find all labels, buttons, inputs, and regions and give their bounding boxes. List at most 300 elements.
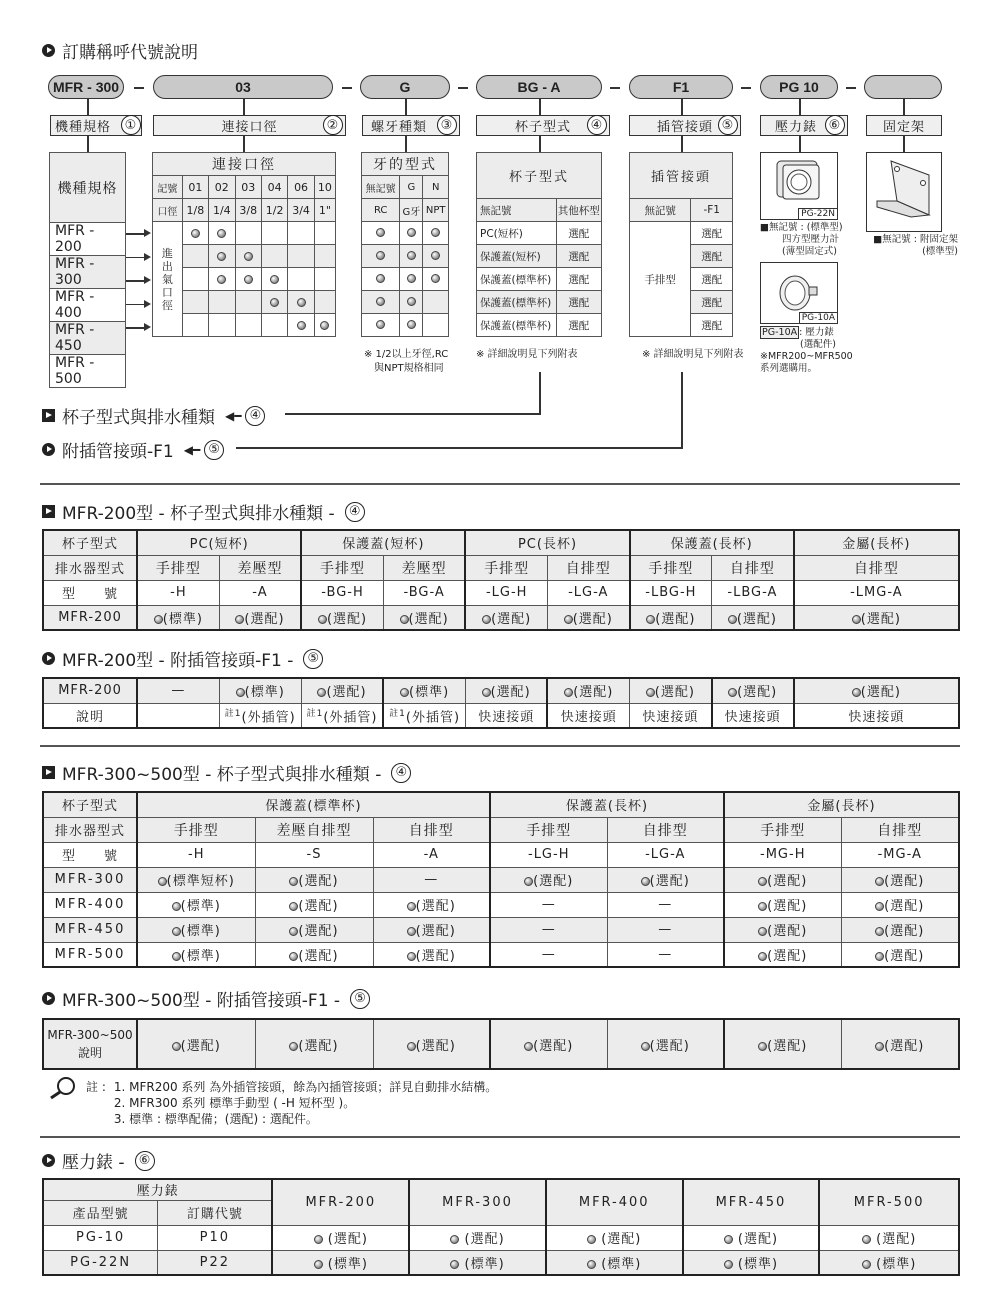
number-5-icon: ⑤ (718, 115, 738, 135)
table-cell: 記號 (153, 176, 183, 199)
gauge-pg22n-image: PG-22N (760, 152, 838, 220)
option-dot-icon (641, 877, 650, 886)
option-dot-icon (431, 274, 440, 283)
option-dot-icon (450, 1235, 459, 1244)
number-5-icon: ⑤ (350, 989, 370, 1009)
table-cell: (選配) (137, 1019, 255, 1069)
table-cell: 1" (314, 199, 335, 222)
play-circle-icon (42, 1154, 55, 1167)
table-cell: 金屬(長杯) (724, 792, 959, 817)
table-cell: MFR-450 (43, 917, 137, 942)
table-row (477, 245, 602, 268)
code-pill-port: 03 (153, 75, 333, 99)
model-row: MFR - 450 (50, 322, 126, 355)
table-cell: (標準) (383, 678, 465, 703)
table-cell: -H (137, 842, 255, 867)
table-cell: — (137, 678, 219, 703)
table-cell: 自排型 (794, 555, 959, 580)
table-cell: (選配) (373, 942, 490, 967)
table-row (43, 917, 959, 942)
table-cell: (選配) (841, 917, 959, 942)
table-cell: 3/8 (235, 199, 261, 222)
option-dot-icon (646, 688, 655, 697)
model-row: MFR - 300 (50, 256, 126, 289)
option-dot-icon (407, 1042, 416, 1051)
number-5-icon: ⑤ (303, 649, 323, 669)
side-label: 手排型 (630, 222, 691, 337)
option-dot-icon (154, 615, 163, 624)
fitting-note: ※ 詳細說明見下列附表 (642, 349, 744, 360)
arrow-right-icon (144, 276, 151, 284)
table-cell: (選配) (373, 917, 490, 942)
section-mfr200-fit-title: MFR-200型 - 附插管接頭-F1 - ⑤ (42, 646, 323, 671)
table-row (43, 703, 959, 728)
table-row (362, 291, 449, 314)
option-dot-icon (407, 927, 416, 936)
note-item: 1. MFR200 系列 為外插管接頭，餘為內插管接頭；詳見自動排水結構。 (113, 1080, 498, 1094)
table-cell: PG-10 (43, 1225, 158, 1250)
table-cell: (選配) (301, 605, 383, 630)
model-row: MFR - 500 (50, 355, 126, 388)
table-row (43, 1019, 959, 1069)
option-dot-icon (376, 297, 385, 306)
table-cell: (選配) (383, 605, 465, 630)
table-cell (423, 291, 449, 314)
table-cell: (選配) (712, 605, 794, 630)
mfr200-cup-table (42, 529, 960, 631)
table-row (362, 245, 449, 268)
table-cell: -LG-A (547, 580, 629, 605)
link-fitting[interactable]: 附插管接頭-F1 ◀━ ⑤ (42, 437, 224, 462)
table-cell: -H (137, 580, 219, 605)
option-dot-icon (758, 927, 767, 936)
section-mfr200-cup-title: MFR-200型 - 杯子型式與排水種類 - ④ (42, 499, 365, 524)
table-cell (182, 245, 208, 268)
option-dot-icon (297, 298, 306, 307)
label-cup-type: 杯子型式 ④ (476, 115, 610, 136)
cup-type-table: 杯子型式 無記號 其他杯型 PC(短杯) 選配 保護蓋(短杯) 選配 保護蓋(標準杯) 選配 保護蓋(標準杯) 選配 保護蓋(標準杯) 選配 (476, 152, 602, 337)
table-cell: PG-22N (43, 1250, 158, 1275)
table-cell: 選配 (691, 268, 733, 291)
option-dot-icon (400, 615, 409, 624)
option-dot-icon (407, 274, 416, 283)
table-cell: $^{註1}$(外插管) (301, 703, 383, 728)
option-dot-icon (758, 952, 767, 961)
table-cell: NPT (423, 199, 449, 222)
label-thread-type: 螺牙種類 ③ (362, 115, 460, 136)
table-row (43, 605, 959, 630)
code-pill-cup: BG - A (476, 75, 602, 99)
option-dot-icon (724, 1235, 733, 1244)
table-cell: (選配) (630, 678, 712, 703)
table-cell: 手排型 (137, 555, 219, 580)
table-cell: MFR-500 (43, 942, 137, 967)
mfr200-fitting-table (42, 677, 960, 729)
table-cell: 產品型號 (43, 1200, 158, 1225)
table-cell: (標準) (137, 917, 255, 942)
table-cell: (選配) (465, 678, 547, 703)
table-cell: 手排型 (465, 555, 547, 580)
footnote-marker: 註1 (224, 708, 242, 719)
option-dot-icon (875, 902, 884, 911)
footnote-marker: 註1 (389, 708, 406, 719)
table-cell (314, 222, 335, 245)
table-cell (362, 222, 400, 245)
row-label: 說明 (77, 1046, 102, 1060)
table-cell (235, 268, 261, 291)
table-cell: 金屬(長杯) (794, 530, 959, 555)
table-cell: — (607, 942, 724, 967)
separator-dash (846, 87, 856, 89)
table-cell: -MG-A (841, 842, 959, 867)
table-cell (137, 703, 219, 728)
table-cell: — (607, 892, 724, 917)
table-row (43, 867, 959, 892)
table-cell: (選配) (373, 892, 490, 917)
table-cell: 快速接頭 (465, 703, 547, 728)
option-dot-icon (217, 229, 226, 238)
table-cell: MFR-200 (43, 678, 137, 703)
table-cell: 差壓型 (219, 555, 301, 580)
thread-title: 牙的型式 (362, 153, 449, 176)
play-circle-icon (42, 44, 55, 57)
table-row (43, 1179, 959, 1200)
table-cell (43, 1019, 137, 1069)
table-cell: 保護蓋(長杯) (490, 792, 724, 817)
table-cell (261, 314, 287, 337)
option-dot-icon (407, 320, 416, 329)
option-dot-icon (482, 615, 491, 624)
table-cell: 自排型 (373, 817, 490, 842)
table-cell (314, 245, 335, 268)
table-cell: 快速接頭 (794, 703, 959, 728)
table-cell: 自排型 (841, 817, 959, 842)
option-dot-icon (317, 688, 326, 697)
table-cell: 選配 (556, 314, 601, 337)
label-model-spec: 機種規格 ① (50, 115, 142, 136)
mfr300-fitting-table (42, 1018, 960, 1070)
table-cell: G (400, 176, 423, 199)
table-cell: 04 (261, 176, 287, 199)
table-cell: 杯子型式 (43, 530, 137, 555)
table-cell: 保護蓋(標準杯) (477, 314, 557, 337)
section-gauge-title: 壓力錶 - ⑥ (42, 1148, 155, 1173)
table-cell: 選配 (691, 314, 733, 337)
bracket-desc: ■無記號 : 附固定架 (標準型) (873, 234, 958, 257)
number-4-icon: ④ (345, 502, 365, 522)
table-cell: (選配) (255, 892, 373, 917)
table-cell: (選配) (607, 867, 724, 892)
number-4-icon: ④ (587, 115, 607, 135)
table-cell: (標準短杯) (137, 867, 255, 892)
separator-dash (134, 87, 144, 89)
separator-dash (458, 87, 468, 89)
table-cell: — (373, 867, 490, 892)
option-dot-icon (158, 877, 167, 886)
divider (40, 483, 960, 485)
option-dot-icon (172, 1042, 181, 1051)
number-6-icon: ⑥ (135, 1151, 155, 1171)
table-cell (400, 268, 423, 291)
table-cell: (標準) (137, 605, 219, 630)
table-cell: — (490, 917, 607, 942)
label-gauge: 壓力錶 ⑥ (760, 115, 848, 136)
option-dot-icon (314, 1235, 323, 1244)
table-row (43, 530, 959, 555)
table-cell: -LMG-A (794, 580, 959, 605)
table-cell: (選配) (841, 867, 959, 892)
label-port-size: 連接口徑 ② (153, 115, 346, 136)
table-cell (182, 291, 208, 314)
magnifier-icon (48, 1076, 78, 1104)
option-dot-icon (289, 902, 298, 911)
option-dot-icon (728, 615, 737, 624)
arrow-left-icon: ◀━ (183, 442, 201, 457)
option-dot-icon (875, 877, 884, 886)
thread-type-table (361, 152, 449, 337)
table-cell: MFR-200 (272, 1179, 409, 1225)
option-dot-icon (376, 251, 385, 260)
table-row (153, 222, 336, 245)
note-item: 2. MFR300 系列 標準手動型 ( -H 短杯型 )。 (113, 1096, 356, 1110)
fitting-table: 插管接頭 無記號 -F1 手排型 選配 選配 選配 選配 選配 (629, 152, 733, 337)
option-dot-icon (172, 952, 181, 961)
table-row (477, 314, 602, 337)
table-cell: 型 號 (43, 580, 137, 605)
gauge-pg10a-image: PG-10A (760, 262, 838, 324)
option-dot-icon (217, 275, 226, 284)
table-cell: G牙 (400, 199, 423, 222)
table-cell: (選配) (683, 1225, 820, 1250)
option-dot-icon (450, 1260, 459, 1269)
option-dot-icon (758, 902, 767, 911)
option-dot-icon (852, 615, 861, 624)
option-dot-icon (587, 1235, 596, 1244)
table-cell (182, 314, 208, 337)
table-cell: 自排型 (607, 817, 724, 842)
table-cell: 無記號 (362, 176, 400, 199)
table-cell: -LG-H (465, 580, 547, 605)
table-cell: MFR-500 (819, 1179, 959, 1225)
arrow-line (126, 280, 146, 282)
number-5-icon: ⑤ (204, 440, 224, 460)
table-cell: (選配) (373, 1019, 490, 1069)
option-dot-icon (862, 1260, 871, 1269)
play-circle-icon (42, 652, 55, 665)
table-cell (288, 245, 314, 268)
table-cell: RC (362, 199, 400, 222)
table-cell: (選配) (607, 1019, 724, 1069)
mfr300-cup-table (42, 791, 960, 968)
option-dot-icon (564, 688, 573, 697)
table-cell: -A (219, 580, 301, 605)
option-dot-icon (191, 229, 200, 238)
gauge-pg22n-desc: ■無記號 : (標準型) 四方型壓力計 (薄型固定式) (760, 222, 843, 257)
option-dot-icon (431, 228, 440, 237)
table-cell: 手排型 (724, 817, 841, 842)
table-cell: 手排型 (301, 555, 383, 580)
table-row (477, 268, 602, 291)
table-cell (362, 291, 400, 314)
table-cell: 保護蓋(短杯) (477, 245, 557, 268)
table-cell: 型 號 (43, 842, 137, 867)
table-cell (400, 291, 423, 314)
option-dot-icon (400, 688, 409, 697)
arrow-line (126, 233, 146, 235)
table-row (43, 817, 959, 842)
option-dot-icon (875, 952, 884, 961)
table-cell: (選配) (794, 605, 959, 630)
option-dot-icon (646, 615, 655, 624)
table-cell: (選配) (724, 1019, 841, 1069)
table-cell (261, 268, 287, 291)
option-dot-icon (862, 1235, 871, 1244)
table-cell (362, 245, 400, 268)
table-cell: (選配) (272, 1225, 409, 1250)
label-bracket: 固定架 (866, 115, 942, 136)
option-dot-icon (297, 321, 306, 330)
arrow-line (126, 304, 146, 306)
arrow-right-icon (144, 253, 151, 261)
table-cell: (標準) (683, 1250, 820, 1275)
table-cell: (標準) (137, 942, 255, 967)
table-cell: MFR-450 (683, 1179, 820, 1225)
option-dot-icon (217, 252, 226, 261)
table-cell: (標準) (546, 1250, 683, 1275)
table-row (43, 555, 959, 580)
table-cell: 01 (182, 176, 208, 199)
link-cup-drain[interactable]: 杯子型式與排水種類 ◀━ ④ (42, 403, 265, 428)
option-dot-icon (289, 952, 298, 961)
table-cell: N (423, 176, 449, 199)
table-cell: 自排型 (547, 555, 629, 580)
option-dot-icon (314, 1260, 323, 1269)
table-cell: -LG-H (490, 842, 607, 867)
table-row (630, 222, 733, 245)
option-dot-icon (376, 228, 385, 237)
gauge-pg10a-desc: PG-10A : 壓力錶 (選配件) ※MFR200~MFR500 系列選購用。 (760, 327, 853, 374)
side-label: 進 出 氣 口 徑 (153, 222, 183, 337)
table-cell: MFR-300 (409, 1179, 546, 1225)
table-cell: 差壓自排型 (255, 817, 373, 842)
table-cell (423, 314, 449, 337)
table-cell: (選配) (724, 892, 841, 917)
table-cell (261, 245, 287, 268)
table-cell: MFR-400 (546, 1179, 683, 1225)
port-size-title: 連接口徑 (153, 153, 336, 176)
table-cell: 快速接頭 (630, 703, 712, 728)
table-cell: 訂購代號 (158, 1200, 273, 1225)
table-cell: -LBG-H (630, 580, 712, 605)
table-cell (423, 222, 449, 245)
table-cell: MFR-400 (43, 892, 137, 917)
table-cell: (選配) (490, 867, 607, 892)
table-cell: (選配) (724, 942, 841, 967)
option-dot-icon (758, 877, 767, 886)
note-item: 3. 標準 : 標準配備；(選配) : 選配件。 (113, 1112, 318, 1126)
arrow-right-icon (144, 229, 151, 237)
code-pill-fitting: F1 (629, 75, 733, 99)
table-cell: 保護蓋(標準杯) (477, 268, 557, 291)
table-cell: 說明 (43, 703, 137, 728)
arrow-left-icon: ◀━ (225, 408, 242, 423)
option-dot-icon (172, 902, 181, 911)
option-dot-icon (875, 927, 884, 936)
table-cell: 10 (314, 176, 335, 199)
play-square-icon (42, 505, 55, 518)
number-2-icon: ② (323, 115, 343, 135)
table-cell: (選配) (255, 867, 373, 892)
table-cell: (選配) (841, 1019, 959, 1069)
separator-dash (741, 87, 751, 89)
title-text: 訂購稱呼代號說明 (62, 43, 198, 63)
option-dot-icon (236, 688, 245, 697)
option-dot-icon (376, 320, 385, 329)
table-cell (288, 314, 314, 337)
separator-dash (342, 87, 352, 89)
table-cell (209, 222, 235, 245)
table-cell: (標準) (272, 1250, 409, 1275)
table-cell (288, 268, 314, 291)
option-dot-icon (270, 275, 279, 284)
row-label: MFR-300~500 (47, 1028, 133, 1042)
table-cell (209, 314, 235, 337)
number-6-icon: ⑥ (825, 115, 845, 135)
table-cell: 排水器型式 (43, 555, 137, 580)
table-row (477, 222, 602, 245)
option-dot-icon (524, 877, 533, 886)
table-cell: (選配) (841, 892, 959, 917)
table-row (43, 1250, 959, 1275)
table-cell: (選配) (301, 678, 383, 703)
option-dot-icon (289, 877, 298, 886)
table-cell (182, 268, 208, 291)
table-cell: MFR-300 (43, 867, 137, 892)
option-dot-icon (875, 1042, 884, 1051)
table-cell: 3/4 (288, 199, 314, 222)
table-cell: 選配 (556, 245, 601, 268)
table-cell: (選配) (255, 942, 373, 967)
option-dot-icon (407, 251, 416, 260)
table-cell: 選配 (691, 245, 733, 268)
table-cell: 選配 (691, 291, 733, 314)
model-row: MFR - 400 (50, 289, 126, 322)
table-cell: (選配) (724, 867, 841, 892)
table-cell: 自排型 (712, 555, 794, 580)
play-square-icon (42, 409, 55, 422)
gauge-table (42, 1178, 960, 1276)
table-cell: (選配) (255, 1019, 373, 1069)
table-cell: (選配) (465, 605, 547, 630)
table-cell (423, 268, 449, 291)
table-cell: (選配) (255, 917, 373, 942)
table-cell (400, 245, 423, 268)
table-cell (209, 268, 235, 291)
fitting-title: 插管接頭 (630, 153, 733, 199)
table-row (362, 314, 449, 337)
section-mfr300-fit-title: MFR-300~500型 - 附插管接頭-F1 - ⑤ (42, 986, 370, 1011)
notes-block: 註 : 1. MFR200 系列 為外插管接頭，餘為內插管接頭；詳見自動排水結構。 2. MFR300 系列 標準手動型 ( -H 短杯型 )。 3. 標準 : 標準配備；(選配) : 選配件。 (86, 1080, 498, 1126)
play-circle-icon (42, 992, 55, 1005)
table-cell: 選配 (556, 222, 601, 245)
table-cell: 快速接頭 (712, 703, 794, 728)
option-dot-icon (270, 298, 279, 307)
divider (40, 1136, 960, 1138)
code-pill-model: MFR - 300 (48, 75, 124, 99)
table-cell: (選配) (712, 678, 794, 703)
table-cell: — (607, 917, 724, 942)
option-dot-icon (244, 275, 253, 284)
